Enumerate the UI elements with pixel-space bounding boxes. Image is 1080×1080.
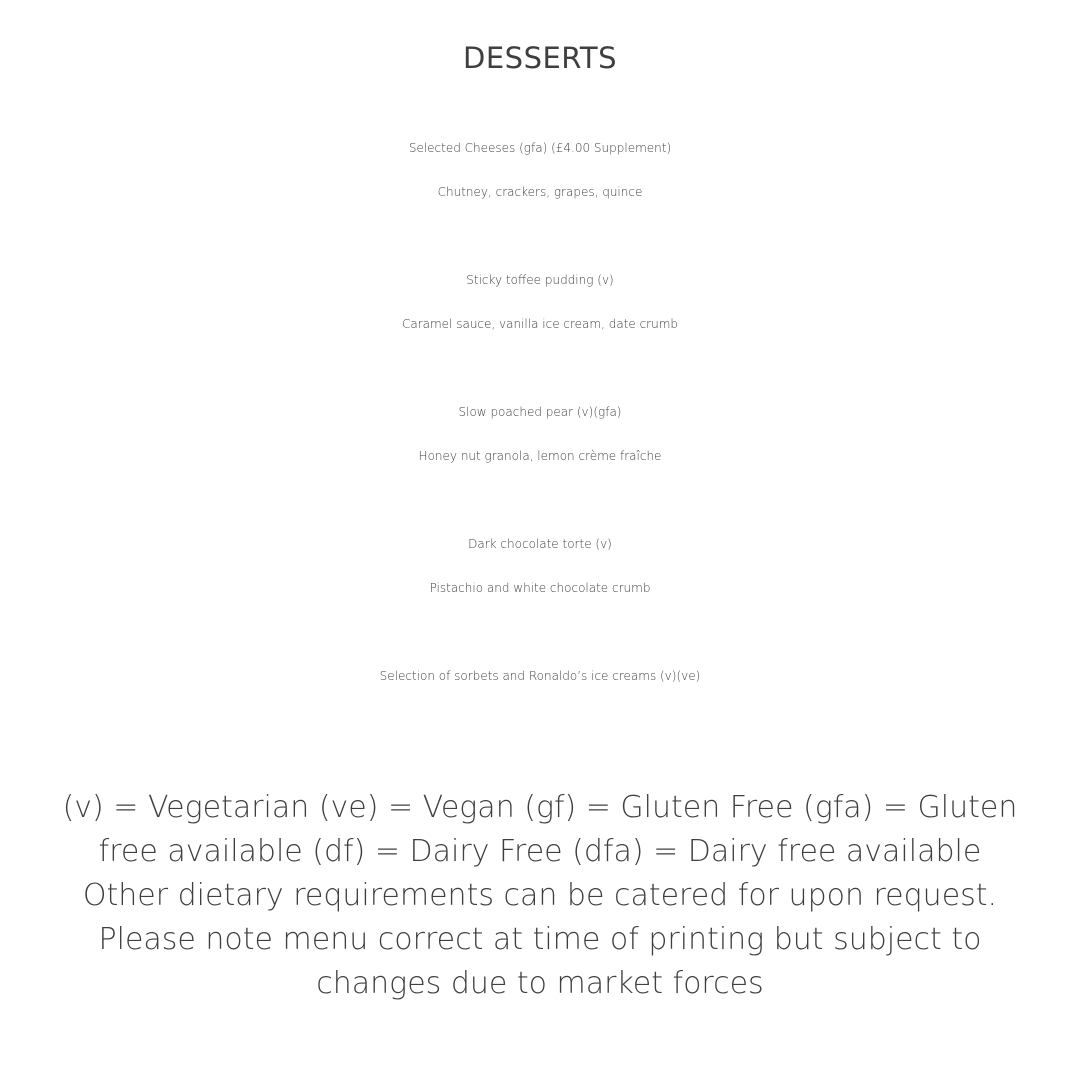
menu-item-name: Sticky toffee pudding (v) (466, 273, 614, 287)
menu-item-dark-chocolate-torte (0, 522, 1080, 610)
menu-item-name: Slow poached pear (v)(gfa) (458, 405, 622, 419)
menu-item-sorbets-ice-creams (0, 654, 1080, 698)
footnote-line: Other dietary requirements can be catered for upon request. (82, 878, 998, 913)
menu-item-description: Caramel sauce, vanilla ice cream, date crumb (401, 317, 679, 331)
footnote-line: free available (df) = Dairy Free (dfa) = Dairy free available (98, 834, 982, 869)
footnote-line: changes due to market forces (316, 966, 764, 1001)
menu-item-name: Selected Cheeses (gfa) (£4.00 Supplement) (408, 141, 672, 155)
footnote-line: Please note menu correct at time of printing but subject to (98, 922, 982, 957)
menu-item-description: Honey nut granola, lemon crème fraîche (418, 449, 662, 463)
menu-item-name: Selection of sorbets and Ronaldo’s ice creams (v)(ve) (379, 669, 701, 683)
menu-item-slow-poached-pear (0, 390, 1080, 478)
menu-item-name: Dark chocolate torte (v) (468, 537, 612, 551)
menu-item-sticky-toffee-pudding (0, 258, 1080, 346)
dietary-footnote (40, 786, 1040, 1006)
menu-item-description: Chutney, crackers, grapes, quince (437, 185, 643, 199)
menu-item-selected-cheeses (0, 126, 1080, 214)
menu-title: DESSERTS (463, 41, 617, 75)
menu-item-description: Pistachio and white chocolate crumb (429, 581, 651, 595)
footnote-line: (v) = Vegetarian (ve) = Vegan (gf) = Gluten Free (gfa) = Gluten (62, 790, 1018, 825)
